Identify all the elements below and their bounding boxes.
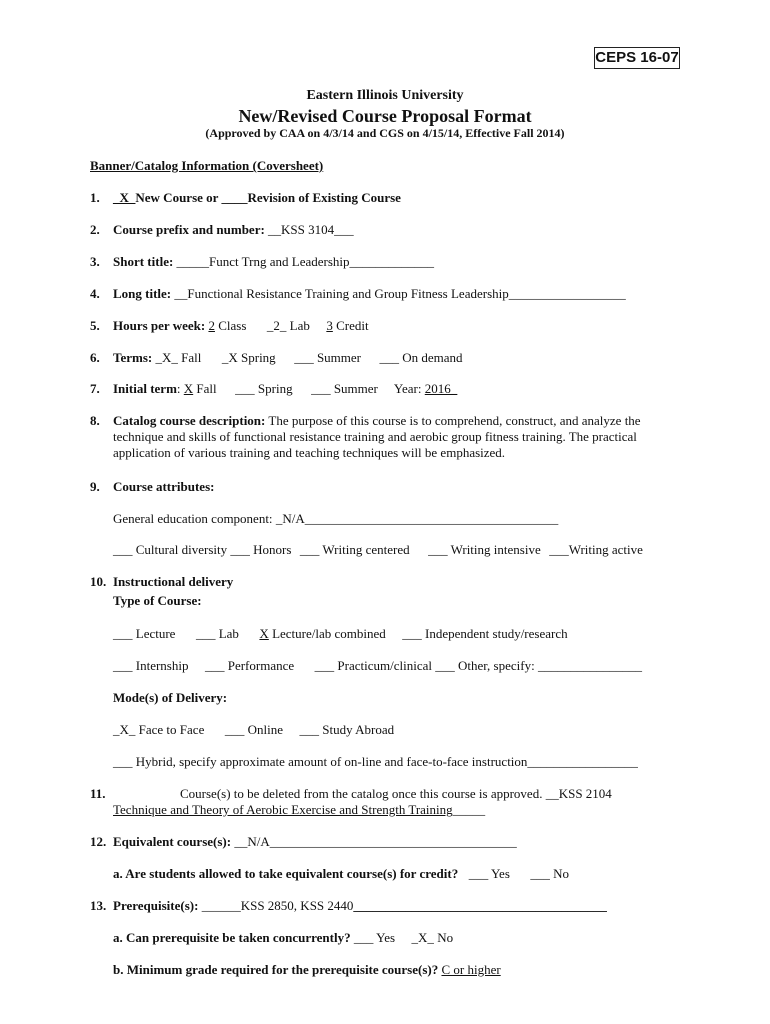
item-number: 3. [90, 254, 100, 269]
initial-term-line: Initial term: X Fall ___ Spring ___ Summer Year: 2016_ [113, 381, 458, 396]
lecture-lab-combined-checkbox[interactable]: X [259, 626, 269, 641]
prerequisites-line: Prerequisite(s): ______KSS 2850, KSS 2440_______________________________________ [113, 898, 607, 913]
short-title-field[interactable]: _____Funct Trng and Leadership_____________ [173, 254, 435, 269]
minimum-grade-field[interactable]: C or higher [441, 962, 501, 977]
university-name: Eastern Illinois University [306, 88, 464, 103]
item-number: 1. [90, 190, 100, 205]
long-title-line: Long title: __Functional Resistance Training and Group Fitness Leadership__________________ [113, 286, 626, 301]
credit-hours-field[interactable]: 3 [326, 318, 333, 333]
lab-hours-field[interactable]: _2_ [266, 318, 287, 333]
summer-term-checkbox[interactable]: ___ Summer [294, 350, 361, 365]
internship-checkbox[interactable]: ___ Internship [113, 658, 189, 673]
deleted-course-title: Technique and Theory of Aerobic Exercise and Strength Training_____ [113, 802, 486, 817]
other-specify-field[interactable]: ___ Other, specify: ________________ [435, 658, 642, 673]
cultural-diversity-checkbox[interactable]: ___ Cultural diversity [113, 542, 228, 557]
item-number: 12. [90, 834, 107, 849]
attributes-line [113, 542, 643, 558]
section-heading: Banner/Catalog Information (Coversheet) [90, 158, 324, 173]
equivalent-no-checkbox[interactable]: ___ No [530, 866, 570, 881]
class-hours-field[interactable]: 2 [208, 318, 215, 333]
long-title-field[interactable]: __Functional Resistance Training and Group Fitness Leadership__________________ [171, 286, 626, 301]
instructional-delivery-label: Instructional delivery [113, 574, 234, 589]
item-number: 4. [90, 286, 100, 301]
spring-term-checkbox[interactable]: _X [221, 350, 238, 365]
performance-checkbox[interactable]: ___ Performance [204, 658, 295, 673]
short-title-line: Short title: _____Funct Trng and Leadership_____________ [113, 254, 435, 269]
deleted-courses-line: Course(s) to be deleted from the catalog once this course is approved. __KSS 2104 [180, 786, 612, 801]
equivalent-credit-question: a. Are students allowed to take equivalent course(s) for credit? ___ Yes ___ No [113, 866, 570, 881]
fall-term-checkbox[interactable]: _X_ [155, 350, 178, 365]
online-checkbox[interactable]: ___ Online [224, 722, 283, 737]
deleted-course-field[interactable]: __KSS 2104 [542, 786, 612, 801]
independent-study-checkbox[interactable]: ___ Independent study/research [402, 626, 568, 641]
writing-centered-checkbox[interactable]: ___ Writing centered [299, 542, 410, 557]
catalog-description-text[interactable]: The purpose of this course is to comprehend, construct, and analyze the technique and skills of functional resistance training and aerobic group fitness training. The practical application of various training and teaching techniques will be emphasized. [113, 413, 641, 460]
catalog-description: Catalog course description: The purpose of this course is to comprehend, construct, and analyze the technique and skills of functional resistance training and aerobic group fitness training. The practical application of various training and teaching techniques will be emphasized. [113, 413, 641, 460]
hybrid-line[interactable]: ___ Hybrid, specify approximate amount of on-line and face-to-face instruction_________________ [113, 754, 638, 769]
course-prefix-field[interactable]: __KSS 3104___ [264, 222, 354, 237]
document-title: New/Revised Course Proposal Format [238, 106, 532, 126]
approval-note: (Approved by CAA on 4/3/14 and CGS on 4/15/14, Effective Fall 2014) [205, 126, 565, 140]
honors-checkbox[interactable]: ___ Honors [230, 542, 292, 557]
item-number: 8. [90, 413, 100, 428]
new-course-checkbox[interactable]: _X_ [113, 190, 136, 205]
item-1-text: _X_New Course or ____Revision of Existing Course [113, 190, 401, 205]
course-prefix-line: Course prefix and number: __KSS 3104___ [113, 222, 354, 237]
item-number: 2. [90, 222, 100, 237]
item-number: 10. [90, 574, 107, 589]
study-abroad-checkbox[interactable]: ___ Study Abroad [299, 722, 395, 737]
delivery-modes-row: _X_ Face to Face ___ Online ___ Study Abroad [113, 722, 395, 737]
writing-active-checkbox[interactable]: ___Writing active [549, 542, 643, 557]
document-code-box: CEPS 16-07 [594, 47, 680, 69]
writing-intensive-checkbox[interactable]: ___ Writing intensive [428, 542, 541, 557]
gen-ed-line: General education component: _N/A_______________________________________ [113, 511, 559, 526]
course-types-row-2 [113, 658, 642, 674]
item-number: 9. [90, 479, 100, 494]
initial-summer-checkbox[interactable]: ___ Summer [311, 381, 378, 396]
item-number: 11. [90, 786, 106, 801]
item-number: 7. [90, 381, 100, 396]
concurrent-question: a. Can prerequisite be taken concurrently? ___ Yes _X_ No [113, 930, 454, 945]
equivalent-courses-field[interactable]: __N/A______________________________________ [231, 834, 517, 849]
face-to-face-checkbox[interactable]: _X_ [113, 722, 136, 737]
initial-fall-checkbox[interactable]: X [183, 381, 194, 396]
minimum-grade-question: b. Minimum grade required for the prerequisite course(s)? C or higher [113, 962, 501, 977]
initial-spring-checkbox[interactable]: ___ Spring [235, 381, 293, 396]
course-attributes-label: Course attributes: [113, 479, 215, 494]
type-of-course-label: Type of Course: [113, 593, 202, 608]
gen-ed-field[interactable]: _N/A_______________________________________ [275, 511, 559, 526]
on-demand-checkbox[interactable]: ___ On demand [379, 350, 463, 365]
item-number: 6. [90, 350, 100, 365]
concurrent-no-checkbox[interactable]: _X_ [411, 930, 434, 945]
prerequisites-field[interactable]: ______KSS 2850, KSS 2440 [198, 898, 354, 913]
concurrent-yes-checkbox[interactable]: ___ Yes [353, 930, 396, 945]
item-number: 13. [90, 898, 107, 913]
equivalent-yes-checkbox[interactable]: ___ Yes [468, 866, 510, 881]
item-number: 5. [90, 318, 100, 333]
hours-line: Hours per week: 2 Class _2_ Lab 3 Credit [113, 318, 369, 333]
equivalent-courses-line: Equivalent course(s): __N/A______________________________________ [113, 834, 517, 849]
practicum-checkbox[interactable]: ___ Practicum/clinical [314, 658, 432, 673]
lab-checkbox[interactable]: ___ Lab [195, 626, 239, 641]
mode-of-delivery-label: Mode(s) of Delivery: [113, 690, 228, 705]
lecture-checkbox[interactable]: ___ Lecture [113, 626, 176, 641]
course-types-row-1: ___ Lecture ___ Lab X Lecture/lab combined ___ Independent study/research [113, 626, 568, 641]
terms-line: Terms: _X_ Fall _X Spring ___ Summer ___ On demand [113, 350, 463, 365]
initial-year-field[interactable]: 2016_ [424, 381, 458, 396]
